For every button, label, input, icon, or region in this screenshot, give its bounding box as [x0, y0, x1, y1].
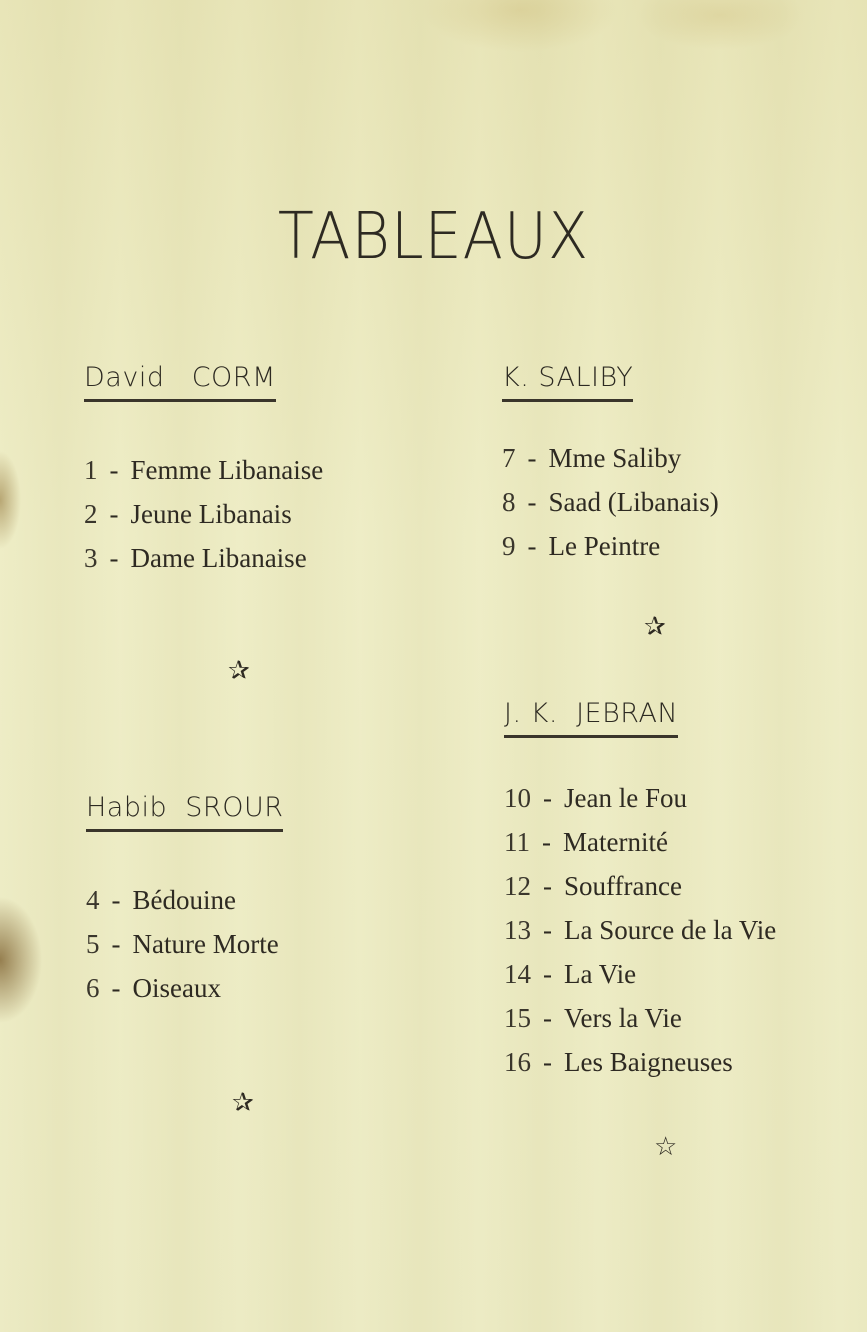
dash: - — [527, 443, 537, 473]
item-number: 14 — [504, 959, 531, 989]
list-item — [502, 480, 719, 524]
artwork-list — [84, 448, 323, 580]
item-number: 15 — [504, 1003, 531, 1033]
dash: - — [527, 531, 537, 561]
list-item — [84, 536, 323, 580]
item-title: Maternité — [563, 827, 668, 857]
dash: - — [543, 871, 552, 901]
section-habib-srour — [86, 792, 283, 1010]
item-number: 13 — [504, 915, 531, 945]
dash: - — [543, 1003, 552, 1033]
dash: - — [527, 487, 537, 517]
star-ornament-icon: ✰ — [644, 612, 666, 642]
item-number: 5 — [86, 929, 100, 959]
artwork-list — [504, 776, 776, 1084]
star-outline-ornament-icon: ☆ — [654, 1132, 678, 1162]
list-item — [502, 524, 719, 568]
artwork-list — [86, 878, 283, 1010]
item-number: 9 — [502, 531, 516, 561]
item-title: Les Baigneuses — [564, 1047, 733, 1077]
item-number: 16 — [504, 1047, 531, 1077]
artist-heading: K. SALIBY — [502, 362, 633, 402]
star-ornament-icon: ✰ — [228, 656, 250, 686]
list-item — [502, 436, 719, 480]
list-item — [86, 966, 283, 1010]
item-title: La Vie — [564, 959, 637, 989]
dash: - — [111, 929, 121, 959]
item-title: Bédouine — [132, 885, 236, 915]
dash: - — [543, 783, 552, 813]
list-item — [504, 996, 776, 1040]
item-number: 1 — [84, 455, 98, 485]
artwork-list — [502, 436, 719, 568]
dash: - — [543, 1047, 552, 1077]
dash: - — [109, 499, 119, 529]
star-ornament-icon: ✰ — [232, 1088, 254, 1118]
item-title: Jean le Fou — [564, 783, 687, 813]
item-title: Oiseaux — [132, 973, 221, 1003]
item-title: Le Peintre — [548, 531, 661, 561]
dash: - — [111, 885, 121, 915]
item-number: 6 — [86, 973, 100, 1003]
artist-heading: Habib SROUR — [86, 792, 283, 832]
list-item — [504, 952, 776, 996]
dash: - — [543, 959, 552, 989]
list-item — [84, 492, 323, 536]
dash: - — [111, 973, 121, 1003]
item-number: 11 — [504, 827, 530, 857]
list-item — [504, 776, 776, 820]
list-item — [504, 908, 776, 952]
list-item — [86, 922, 283, 966]
page-title: TABLEAUX — [277, 200, 590, 274]
item-number: 8 — [502, 487, 516, 517]
dash: - — [543, 915, 552, 945]
list-item — [84, 448, 323, 492]
item-title: Saad (Libanais) — [548, 487, 719, 517]
dash: - — [542, 827, 551, 857]
list-item — [504, 820, 776, 864]
artist-heading: David CORM — [84, 362, 276, 402]
item-title: Mme Saliby — [548, 443, 682, 473]
item-number: 4 — [86, 885, 100, 915]
item-title: Souffrance — [564, 871, 682, 901]
artist-heading: J. K. JEBRAN — [504, 698, 678, 738]
section-david-corm — [84, 362, 323, 580]
item-number: 2 — [84, 499, 98, 529]
dash: - — [109, 455, 119, 485]
section-k-saliby — [502, 362, 719, 568]
item-title: Nature Morte — [132, 929, 279, 959]
item-title: Jeune Libanais — [130, 499, 292, 529]
item-title: La Source de la Vie — [564, 915, 777, 945]
item-number: 10 — [504, 783, 531, 813]
item-title: Femme Libanaise — [130, 455, 324, 485]
list-item — [504, 1040, 776, 1084]
dash: - — [109, 543, 119, 573]
item-number: 12 — [504, 871, 531, 901]
list-item — [504, 864, 776, 908]
item-number: 3 — [84, 543, 98, 573]
list-item — [86, 878, 283, 922]
section-jk-jebran — [504, 698, 776, 1084]
item-number: 7 — [502, 443, 516, 473]
item-title: Dame Libanaise — [130, 543, 307, 573]
item-title: Vers la Vie — [564, 1003, 682, 1033]
